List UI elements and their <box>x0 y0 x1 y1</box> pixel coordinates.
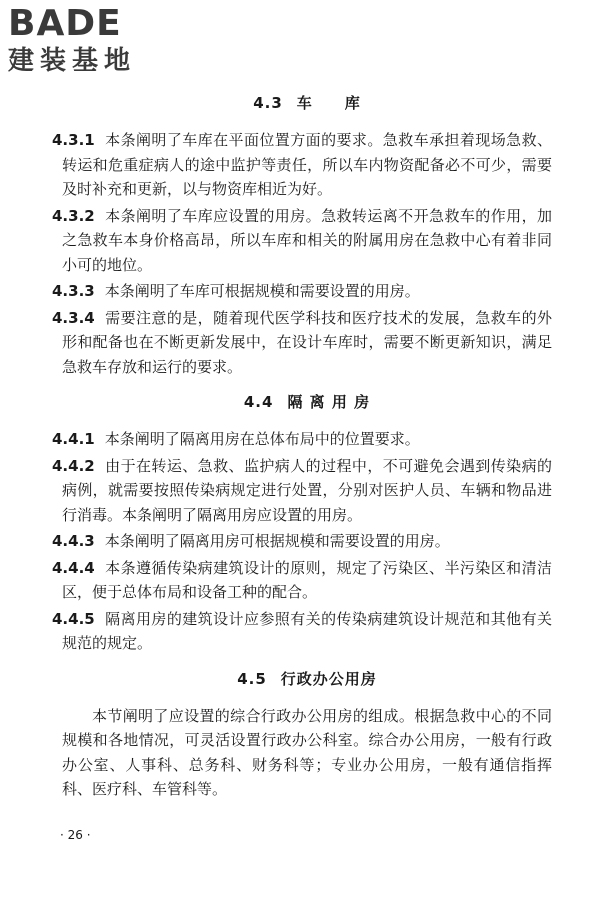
clause-text: 本条遵循传染病建筑设计的原则，规定了污染区、半污染区和清洁区，便于总体布局和设备工种的配合。 <box>62 558 552 601</box>
clause-4-4-2 <box>52 454 552 528</box>
clause-number: 4.4.4 <box>52 558 95 577</box>
clause-number: 4.4.1 <box>52 430 95 448</box>
clause-4-4-1 <box>52 427 552 452</box>
clause-4-3-1 <box>52 128 552 202</box>
section-number: 4.5 <box>237 669 267 688</box>
clause-4-4-3 <box>52 529 552 554</box>
clause-text: 本条阐明了隔离用房可根据规模和需要设置的用房。 <box>104 532 450 550</box>
clause-text: 本条阐明了车库可根据规模和需要设置的用房。 <box>104 282 420 300</box>
section-heading-4-5 <box>62 668 552 690</box>
clause-4-3-3 <box>52 279 552 304</box>
clause-4-4-4 <box>52 556 552 605</box>
clause-number: 4.4.5 <box>52 609 95 628</box>
clause-4-3-2 <box>52 204 552 278</box>
clause-text: 本条阐明了隔离用房在总体布局中的位置要求。 <box>104 430 420 448</box>
clause-text: 本条阐明了车库应设置的用房。急救转运离不开急救车的作用，加之急救车本身价格高昂，所以车库和相关的附属用房在急救中心有着非同小可的地位。 <box>62 206 552 274</box>
clause-number: 4.4.3 <box>52 532 95 550</box>
clause-4-3-4 <box>52 306 552 380</box>
clause-4-4-5 <box>52 607 552 656</box>
clause-number: 4.3.4 <box>52 308 95 327</box>
clause-text: 本条阐明了车库在平面位置方面的要求。急救车承担着现场急救、转运和危重症病人的途中监护等责任，所以车内物资配备必不可少，需要及时补充和更新，以与物资库相近为好。 <box>62 131 552 198</box>
section-title: 车 库 <box>296 94 361 112</box>
page-number: · 26 · <box>60 828 91 842</box>
clause-text: 需要注意的是，随着现代医学科技和医疗技术的发展，急救车的外形和配备也在不断更新发展中，在设计车库时，需要不断更新知识，满足急救车存放和运行的要求。 <box>62 308 552 376</box>
section-title: 行政办公用房 <box>280 669 377 688</box>
clause-number: 4.3.1 <box>52 131 95 149</box>
logo-subtitle: 建装基地 <box>8 46 137 76</box>
logo <box>8 4 178 76</box>
section-heading-4-3 <box>62 92 552 114</box>
section-paragraph: 本节阐明了应设置的综合行政办公用房的组成。根据急救中心的不同规模和各地情况，可灵活设置行政办公科室。综合办公用房，一般有行政办公室、人事科、总务科、财务科等；专业办公用房，一般有通信指挥科、医疗科、车管科等。 <box>62 706 552 798</box>
document-body <box>52 92 552 802</box>
section-title: 隔 离 用 房 <box>287 393 371 411</box>
clause-number: 4.4.2 <box>52 456 95 475</box>
clause-number: 4.3.2 <box>52 206 95 225</box>
section-heading-4-4 <box>62 391 552 413</box>
clause-number: 4.3.3 <box>52 282 95 300</box>
section-number: 4.3 <box>253 94 283 112</box>
logo-wordmark: BADE <box>8 3 122 44</box>
clause-text: 由于在转运、急救、监护病人的过程中，不可避免会遇到传染病的病例，就需要按照传染病规定进行处置，分别对医护人员、车辆和物品进行消毒。本条阐明了隔离用房应设置的用房。 <box>62 456 552 524</box>
clause-text: 隔离用房的建筑设计应参照有关的传染病建筑设计规范和其他有关规范的规定。 <box>62 609 552 652</box>
section-number: 4.4 <box>243 393 274 411</box>
